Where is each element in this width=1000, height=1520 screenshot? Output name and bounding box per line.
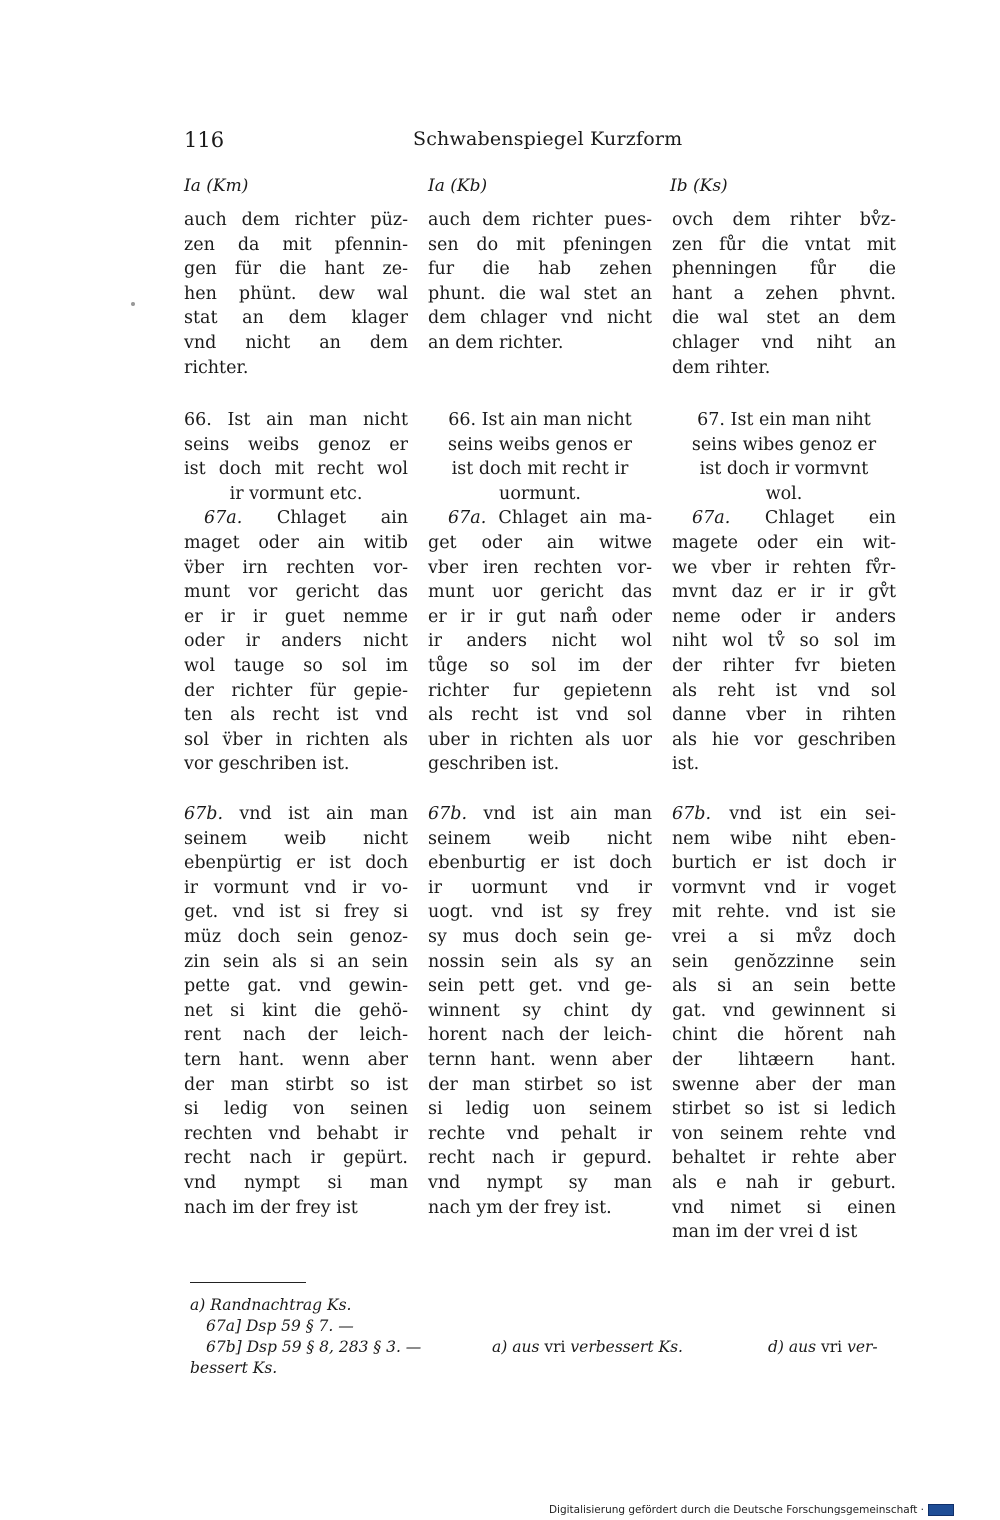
text-line: phunt. die wal stet an: [428, 283, 652, 304]
text-line: er ir ir guet nemme: [184, 606, 408, 627]
section-number: 67a.: [692, 508, 731, 529]
text-line: ten als recht ist vnd: [184, 705, 408, 726]
text-line: get oder ain witwe: [428, 532, 652, 553]
text-line: burtich er ist doch ir: [672, 853, 896, 874]
text-line: pette gat. vnd gewin-: [184, 976, 408, 997]
page-speck: [131, 302, 135, 306]
text-line: seins weibs genos er: [447, 434, 633, 455]
text-line: mit rehte. vnd ist sie: [672, 902, 896, 923]
text-line: hen phünt. dew wal: [184, 283, 408, 304]
text-line: magete oder ein wit-: [672, 532, 896, 553]
section-number: 67a.: [448, 508, 487, 529]
text-line: 67a. Chlaget ain ma-: [448, 508, 652, 529]
text-line: ist doch mit recht ir: [451, 459, 629, 480]
text-line: maget oder ain witib: [184, 532, 408, 553]
text-line: geschriben ist.: [428, 754, 560, 775]
text-line: der rihter fvr bieten: [672, 655, 896, 676]
section-number: 67b.: [672, 804, 712, 824]
text-line: sein pett get. vnd ge-: [428, 976, 652, 997]
text-line: vnd nicht an dem: [184, 332, 408, 353]
running-head: Schwabenspiegel Kurzform: [413, 128, 683, 150]
text-line: gat. vnd gewinnent si: [672, 1000, 896, 1021]
section-number: 67b.: [428, 804, 468, 824]
text-line: sy mus doch sein ge-: [428, 926, 652, 947]
text-line: als recht ist vnd sol: [428, 705, 652, 726]
page-number: 116: [184, 128, 225, 152]
text-line: sein genŏzzinne sein: [672, 951, 896, 972]
text-line: ir uormunt vnd ir: [428, 877, 652, 898]
text-line: ebenpürtig er ist doch: [184, 853, 408, 874]
text-line: neme oder ir anders: [672, 606, 896, 627]
text-line: vor geschriben ist.: [184, 754, 350, 775]
text-line: winnent sy chint dy: [428, 1000, 652, 1021]
footnote-a-margin: a) Randnachtrag Ks.: [190, 1296, 352, 1314]
footnote-a-correction: [492, 1336, 683, 1358]
dfg-logo-icon: [928, 1504, 954, 1516]
text-line: niht wol tv̊ so sol im: [672, 631, 896, 652]
column-heading-ks: Ib (Ks): [670, 176, 728, 196]
text-line: rechte vnd pehalt ir: [428, 1123, 652, 1144]
text-line: ist doch ir vormvnt: [699, 459, 869, 480]
text-line: uber in richten als uor: [428, 729, 652, 750]
text-line: ist doch mit recht wol: [184, 459, 408, 480]
text-line: seinem weib nicht: [428, 828, 652, 849]
text-line: er ir ir gut nam̊ oder: [428, 606, 652, 627]
text-line: tern hant. wenn aber: [184, 1049, 408, 1070]
text-line: wol tauge so sol im: [184, 655, 408, 676]
text-line: ir anders nicht wol: [428, 631, 652, 652]
text-line: uogt. vnd ist sy frey: [428, 902, 652, 923]
text-line: der man stirbt so ist: [184, 1074, 408, 1095]
text-line: danne vber in rihten: [672, 705, 896, 726]
text-line: we vber ir rehten fv̊r-: [672, 557, 896, 578]
text-line: 67a. Chlaget ain: [204, 508, 408, 529]
text-line: müz doch sein genoz-: [184, 926, 408, 947]
text-line: richter fur gepietenn: [428, 680, 652, 701]
text-line: der man stirbet so ist: [428, 1074, 652, 1095]
text-line: nach ym der frey ist.: [428, 1197, 612, 1218]
text-line: munt uor gericht das: [428, 582, 652, 603]
text-line: richter.: [184, 357, 249, 378]
text-line: uormunt.: [499, 483, 581, 504]
text-line: si ledig von seinen: [184, 1099, 408, 1120]
footnote-rule: [190, 1282, 306, 1283]
text-line: zen fůr die vntat mit: [672, 234, 896, 255]
text-line: seins wibes genoz er: [691, 434, 877, 455]
text-line: vormvnt vnd ir voget: [672, 877, 896, 898]
text-line: ovch dem rihter bv̊z-: [672, 210, 896, 230]
footnote-a-aus: a) aus: [492, 1338, 540, 1356]
text-line: dem chlager vnd nicht: [428, 308, 652, 329]
text-line: 67a. Chlaget ein: [692, 508, 896, 529]
text-line: 67b. vnd ist ein sei-: [672, 804, 896, 824]
text-line: als si an sein bette: [672, 976, 896, 997]
footnote-ref-67a: 67a] Dsp 59 § 7. —: [206, 1317, 354, 1335]
text-line: an dem richter.: [428, 332, 564, 353]
text-line: si ledig uon seinem: [428, 1099, 652, 1120]
text-block: [672, 208, 896, 380]
text-line: 67. Ist ein man niht: [697, 410, 871, 430]
text-line: als e nah ir geburt.: [672, 1172, 896, 1193]
text-line: stat an dem klager: [184, 308, 408, 329]
text-block: [672, 408, 896, 777]
footnote-a-vri: vri: [544, 1338, 566, 1356]
text-line: recht nach ir gepurd.: [428, 1148, 652, 1169]
text-line: oder ir anders nicht: [184, 631, 408, 652]
text-line: der lihtæern hant.: [672, 1049, 896, 1070]
footnote-d-correction: [768, 1336, 878, 1358]
text-line: behaltet ir rehte aber: [672, 1148, 896, 1169]
text-line: 67b. vnd ist ain man: [428, 804, 652, 824]
text-block: [184, 408, 408, 777]
text-line: v̈ber irn rechten vor-: [184, 557, 408, 578]
text-line: chlager vnd niht an: [672, 332, 896, 353]
text-line: rent nach der leich-: [184, 1025, 408, 1046]
footnote-ref-67b: 67b] Dsp 59 § 8, 283 § 3. —: [206, 1338, 422, 1356]
text-line: vnd nympt sy man: [428, 1172, 652, 1193]
text-line: dem rihter.: [672, 357, 771, 378]
text-line: net si kint die gehö-: [184, 1000, 408, 1021]
text-line: chint die hŏrent nah: [672, 1025, 896, 1046]
text-block: [428, 802, 652, 1220]
text-line: swenne aber der man: [672, 1074, 896, 1095]
text-line: seinem weib nicht: [184, 828, 408, 849]
section-number: 67b.: [184, 804, 224, 824]
footnote-d-aus: d) aus: [768, 1338, 817, 1356]
text-line: nossin sein als sy an: [428, 951, 652, 972]
text-line: nem wibe niht eben-: [672, 828, 896, 849]
text-line: vber iren rechten vor-: [428, 557, 652, 578]
text-block: [672, 802, 896, 1245]
text-line: mvnt daz er ir ir gv̊t: [672, 582, 896, 603]
text-block: [184, 208, 408, 380]
text-line: gen für die hant ze-: [184, 259, 408, 280]
text-line: hant a zehen phvnt.: [672, 283, 896, 304]
footnote-a-verbessert: verbessert Ks.: [570, 1338, 683, 1356]
text-block: [428, 208, 652, 356]
text-line: ir vormunt vnd ir vo-: [184, 877, 408, 898]
text-line: vnd nimet si einen: [672, 1197, 896, 1218]
column-heading-kb: Ia (Kb): [428, 176, 488, 196]
text-line: 67b. vnd ist ain man: [184, 804, 408, 824]
text-line: ist.: [672, 754, 700, 775]
text-line: auch dem richter püz-: [184, 210, 408, 230]
text-line: seins weibs genoz er: [184, 434, 408, 455]
text-line: wol.: [765, 483, 803, 504]
text-line: auch dem richter pues-: [428, 210, 652, 230]
text-line: munt vor gericht das: [184, 582, 408, 603]
text-line: man im der vrei d ist: [672, 1222, 858, 1243]
text-line: rechten vnd behabt ir: [184, 1123, 408, 1144]
text-line: tůge so sol im der: [428, 655, 652, 676]
text-line: nach im der frey ist: [184, 1197, 358, 1218]
footnote-d-ver: ver-: [847, 1338, 878, 1356]
text-line: die wal stet an dem: [672, 308, 896, 329]
text-line: get. vnd ist si frey si: [184, 902, 408, 923]
text-line: vnd nympt si man: [184, 1172, 408, 1193]
text-block: [184, 802, 408, 1220]
text-line: recht nach ir gepürt.: [184, 1148, 408, 1169]
text-line: 66. Ist ain man nicht: [184, 410, 408, 430]
text-line: ebenburtig er ist doch: [428, 853, 652, 874]
text-line: als hie vor geschriben: [672, 729, 896, 750]
text-line: phenningen fůr die: [672, 259, 896, 280]
column-heading-km: Ia (Km): [184, 176, 249, 196]
text-line: als reht ist vnd sol: [672, 680, 896, 701]
funding-note: [549, 1504, 954, 1516]
text-line: vrei a si mv̊z doch: [672, 926, 896, 947]
text-line: ir vormunt etc.: [229, 483, 363, 504]
text-line: ternn hant. wenn aber: [428, 1049, 652, 1070]
text-line: sen do mit pfeningen: [428, 234, 652, 255]
text-line: 66. Ist ain man nicht: [448, 410, 632, 430]
footnote-d-continuation: bessert Ks.: [190, 1359, 278, 1377]
text-line: zin sein als si an sein: [184, 951, 408, 972]
text-line: horent nach der leich-: [428, 1025, 652, 1046]
text-line: der richter für gepie-: [184, 680, 408, 701]
footnote-d-vri: vri: [821, 1338, 843, 1356]
text-block: [428, 408, 652, 777]
section-number: 67a.: [204, 508, 243, 529]
text-line: sol v̈ber in richten als: [184, 729, 408, 750]
text-line: von seinem rehte vnd: [672, 1123, 896, 1144]
funding-note-text: Digitalisierung gefördert durch die Deutsche Forschungsgemeinschaft ·: [548, 1504, 924, 1516]
text-line: stirbet so ist si ledich: [672, 1099, 896, 1120]
text-line: fur die hab zehen: [428, 259, 652, 280]
text-line: zen da mit pfennin-: [184, 234, 408, 255]
